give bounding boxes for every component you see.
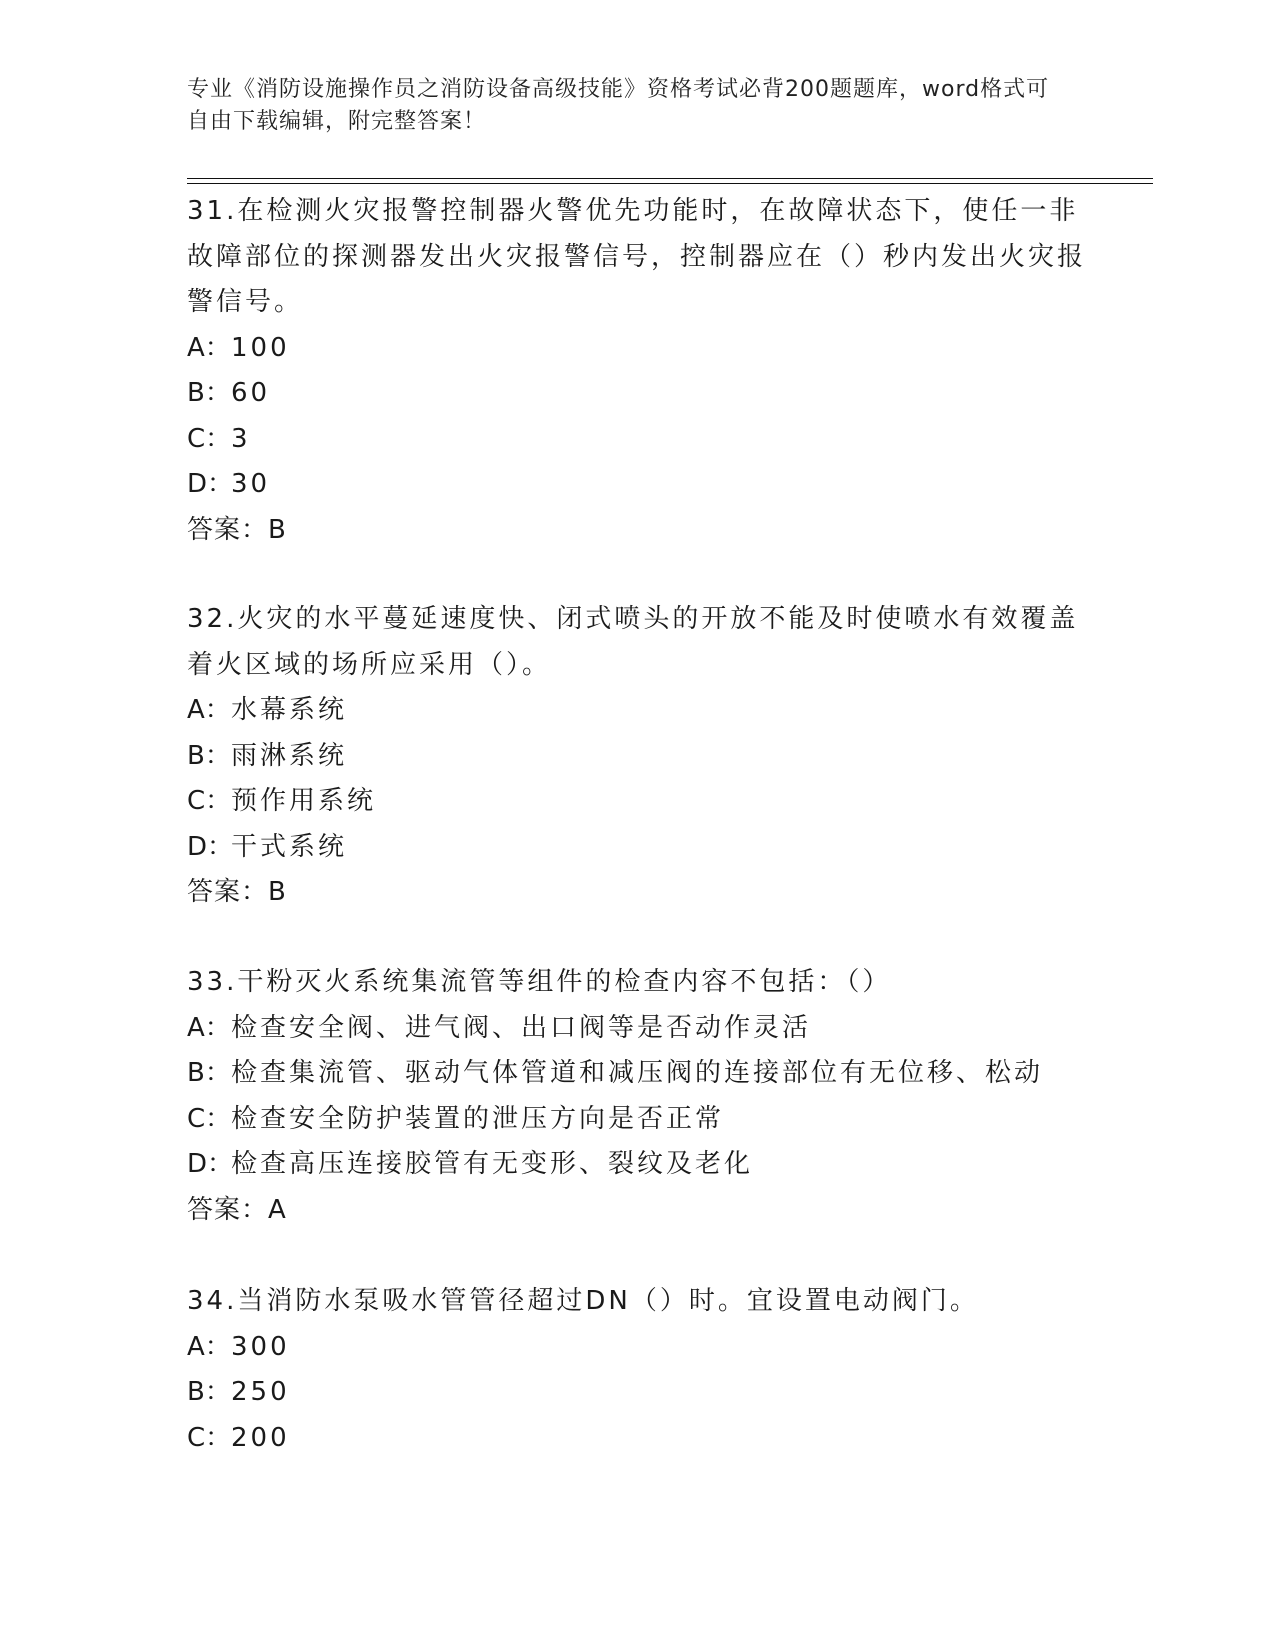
option-text: 3 [231,423,251,454]
question-31 [187,189,1087,553]
option-letter: A： [187,695,231,725]
option-letter: C： [187,786,232,816]
document-header: 专业《消防设施操作员之消防设备高级技能》资格考试必背200题题库，word格式可自由下载编辑，附完整答案！ [187,77,1050,134]
option-text: 预作用系统 [231,786,377,816]
question-stem: 32.火灾的水平蔓延速度快、闭式喷头的开放不能及时使喷水有效覆盖着火区域的场所应采用（）。 [187,604,1079,680]
option-d [187,825,1087,871]
option-a [187,1325,1087,1371]
option-b [187,1370,1087,1416]
option-text: 250 [231,1377,290,1407]
option-letter: A： [187,332,231,363]
option-c [187,779,1087,825]
option-letter: C： [187,423,232,454]
option-d [187,462,1087,508]
option-text: 100 [231,332,290,363]
option-text: 检查集流管、驱动气体管道和减压阀的连接部位有无位移、松动 [231,1058,1044,1088]
option-c [187,1097,1087,1143]
question-stem: 34.当消防水泵吸水管管径超过DN（）时。宜设置电动阀门。 [187,1286,979,1316]
option-letter: B： [187,1058,231,1088]
option-letter: C： [187,1422,232,1453]
option-text: 检查高压连接胶管有无变形、裂纹及老化 [231,1149,754,1179]
option-a [187,326,1087,372]
option-letter: D： [187,1149,234,1179]
option-text: 干式系统 [231,831,348,862]
option-b [187,734,1087,780]
option-letter: A： [187,1331,231,1362]
option-text: 30 [231,469,271,499]
question-stem: 31.在检测火灾报警控制器火警优先功能时，在故障状态下，使任一非故障部位的探测器发出火灾报警信号，控制器应在（）秒内发出火灾报警信号。 [187,196,1087,317]
option-b [187,371,1087,417]
option-a [187,1006,1087,1052]
header-divider-bottom [187,183,1153,184]
question-stem: 33.干粉灭火系统集流管等组件的检查内容不包括：（） [187,967,892,997]
option-letter: D： [187,469,234,499]
question-34 [187,1279,1087,1461]
option-d [187,1142,1087,1188]
option-text: 水幕系统 [231,695,348,725]
answer-line: 答案：B [187,514,287,545]
option-letter: A： [187,1012,231,1043]
option-letter: B： [187,740,231,771]
answer-line: 答案：A [187,1194,287,1225]
option-letter: B： [187,1377,231,1407]
option-c [187,1416,1087,1462]
option-letter: D： [187,831,234,862]
option-text: 检查安全防护装置的泄压方向是否正常 [231,1103,725,1134]
option-text: 雨淋系统 [231,740,348,771]
option-letter: B： [187,378,231,408]
answer-line: 答案：B [187,877,287,907]
option-a [187,688,1087,734]
option-letter: C： [187,1103,232,1134]
option-c [187,417,1087,463]
option-text: 200 [231,1422,290,1453]
question-33 [187,960,1087,1233]
header-divider-top [187,178,1153,179]
option-text: 检查安全阀、进气阀、出口阀等是否动作灵活 [231,1012,812,1043]
option-text: 300 [231,1331,290,1362]
option-text: 60 [231,378,271,408]
option-b [187,1051,1087,1097]
question-32 [187,597,1087,916]
